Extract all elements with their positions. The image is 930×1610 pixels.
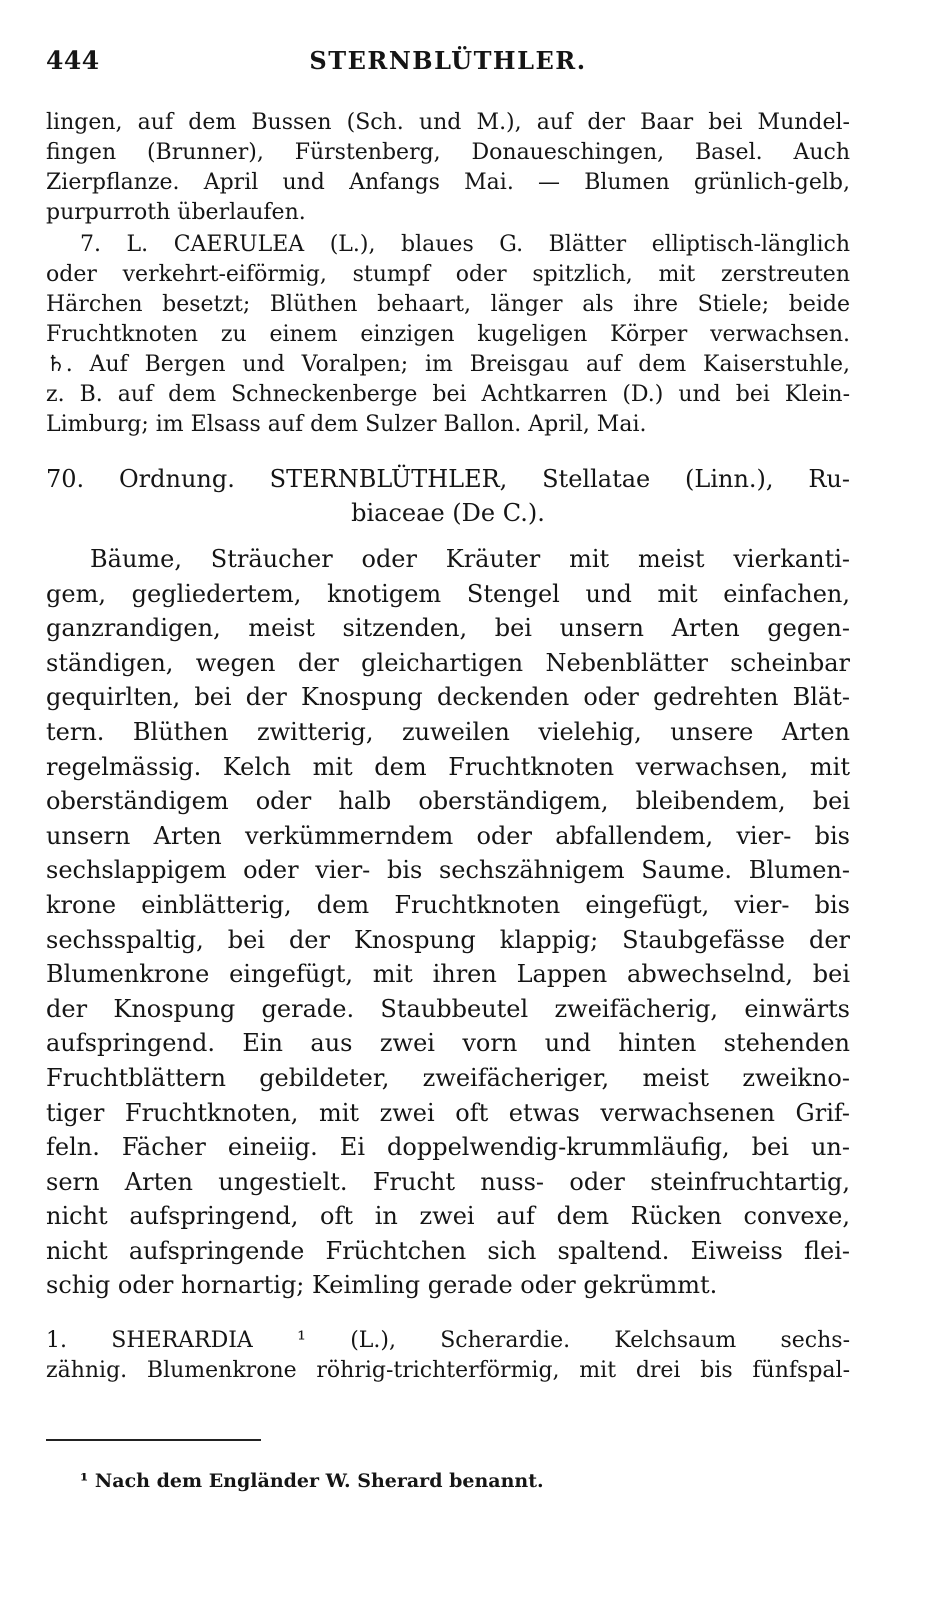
- text-line: Härchen besetzt; Blüthen behaart, länger als ihre Stiele; beide: [46, 292, 850, 317]
- order-description: [46, 542, 850, 1303]
- page-header: [46, 46, 850, 80]
- text-line: Blumenkrone eingefügt, mit ihren Lappen abwechselnd, bei: [46, 960, 850, 989]
- text-line: Fruchtblättern gebildeter, zweifächeriger, meist zweikno-: [46, 1063, 850, 1092]
- text-line: nicht aufspringende Früchtchen sich spaltend. Eiweiss flei-: [46, 1236, 850, 1265]
- text-line: Fruchtknoten zu einem einzigen kugeligen Körper verwachsen.: [46, 322, 850, 347]
- footnote-divider: [46, 1439, 261, 1441]
- order-heading: [46, 462, 850, 530]
- text-line: ♄. Auf Bergen und Voralpen; im Breisgau auf dem Kaiserstuhle,: [46, 352, 850, 377]
- text-line: der Knospung gerade. Staubbeutel zweifächerig, einwärts: [46, 994, 850, 1023]
- text-line: fingen (Brunner), Fürstenberg, Donaueschingen, Basel. Auch: [46, 140, 850, 165]
- text-line: z. B. auf dem Schneckenberge bei Achtkarren (D.) und bei Klein-: [46, 382, 850, 407]
- order-heading-line: biaceae (De C.).: [351, 499, 545, 527]
- text-line: Limburg; im Elsass auf dem Sulzer Ballon. April, Mai.: [46, 412, 647, 437]
- text-line: krone einblätterig, dem Fruchtknoten eingefügt, vier- bis: [46, 890, 850, 919]
- text-line: 1. SHERARDIA ¹ (L.), Scherardie. Kelchsaum sechs-: [46, 1328, 850, 1353]
- text-line: sern Arten ungestielt. Frucht nuss- oder steinfruchtartig,: [46, 1167, 850, 1196]
- book-page: [46, 0, 850, 1610]
- text-line: gem, gegliedertem, knotigem Stengel und mit einfachen,: [46, 579, 850, 608]
- page-number: 444: [46, 46, 100, 75]
- text-line: tiger Fruchtknoten, mit zwei oft etwas verwachsenen Grif-: [46, 1098, 850, 1127]
- text-line: unsern Arten verkümmerndem oder abfallendem, vier- bis: [46, 821, 850, 850]
- running-title: STERNBLÜTHLER.: [309, 46, 587, 75]
- text-line: ganzrandigen, meist sitzenden, bei unsern Arten gegen-: [46, 614, 850, 643]
- text-line: oberständigem oder halb oberständigem, bleibendem, bei: [46, 787, 850, 816]
- text-line: lingen, auf dem Bussen (Sch. und M.), auf der Baar bei Mundel-: [46, 110, 850, 135]
- text-line: sechslappigem oder vier- bis sechszähnigem Saume. Blumen-: [46, 856, 850, 885]
- text-line: regelmässig. Kelch mit dem Fruchtknoten verwachsen, mit: [46, 752, 850, 781]
- text-line: 7. L. CAERULEA (L.), blaues G. Blätter elliptisch-länglich: [80, 232, 850, 257]
- text-line: oder verkehrt-eiförmig, stumpf oder spitzlich, mit zerstreuten: [46, 262, 850, 287]
- text-line: zähnig. Blumenkrone röhrig-trichterförmig, mit drei bis fünfspal-: [46, 1358, 850, 1383]
- text-line: nicht aufspringend, oft in zwei auf dem Rücken convexe,: [46, 1202, 850, 1231]
- text-line: ständigen, wegen der gleichartigen Nebenblätter scheinbar: [46, 648, 850, 677]
- text-line: Bäume, Sträucher oder Kräuter mit meist vierkanti-: [90, 545, 850, 573]
- text-line: sechsspaltig, bei der Knospung klappig; Staubgefässe der: [46, 925, 850, 954]
- genus-entry-sherardia: [46, 1326, 850, 1386]
- text-line: schig oder hornartig; Keimling gerade oder gekrümmt.: [46, 1271, 718, 1300]
- species-entry-caerulea: [46, 230, 850, 440]
- order-heading-line: 70. Ordnung. STERNBLÜTHLER, Stellatae (Linn.), Ru-: [46, 465, 850, 493]
- text-line: feln. Fächer eineiig. Ei doppelwendig-krummläufig, bei un-: [46, 1133, 850, 1162]
- text-line: gequirlten, bei der Knospung deckenden oder gedrehten Blät-: [46, 683, 850, 712]
- text-line: purpurroth überlaufen.: [46, 200, 306, 225]
- text-line: Zierpflanze. April und Anfangs Mai. — Blumen grünlich-gelb,: [46, 170, 850, 195]
- footnote: ¹ Nach dem Engländer W. Sherard benannt.: [80, 1470, 544, 1492]
- text-line: tern. Blüthen zwitterig, zuweilen vielehig, unsere Arten: [46, 717, 850, 746]
- text-line: aufspringend. Ein aus zwei vorn und hinten stehenden: [46, 1029, 850, 1058]
- continuation-paragraph: [46, 108, 850, 228]
